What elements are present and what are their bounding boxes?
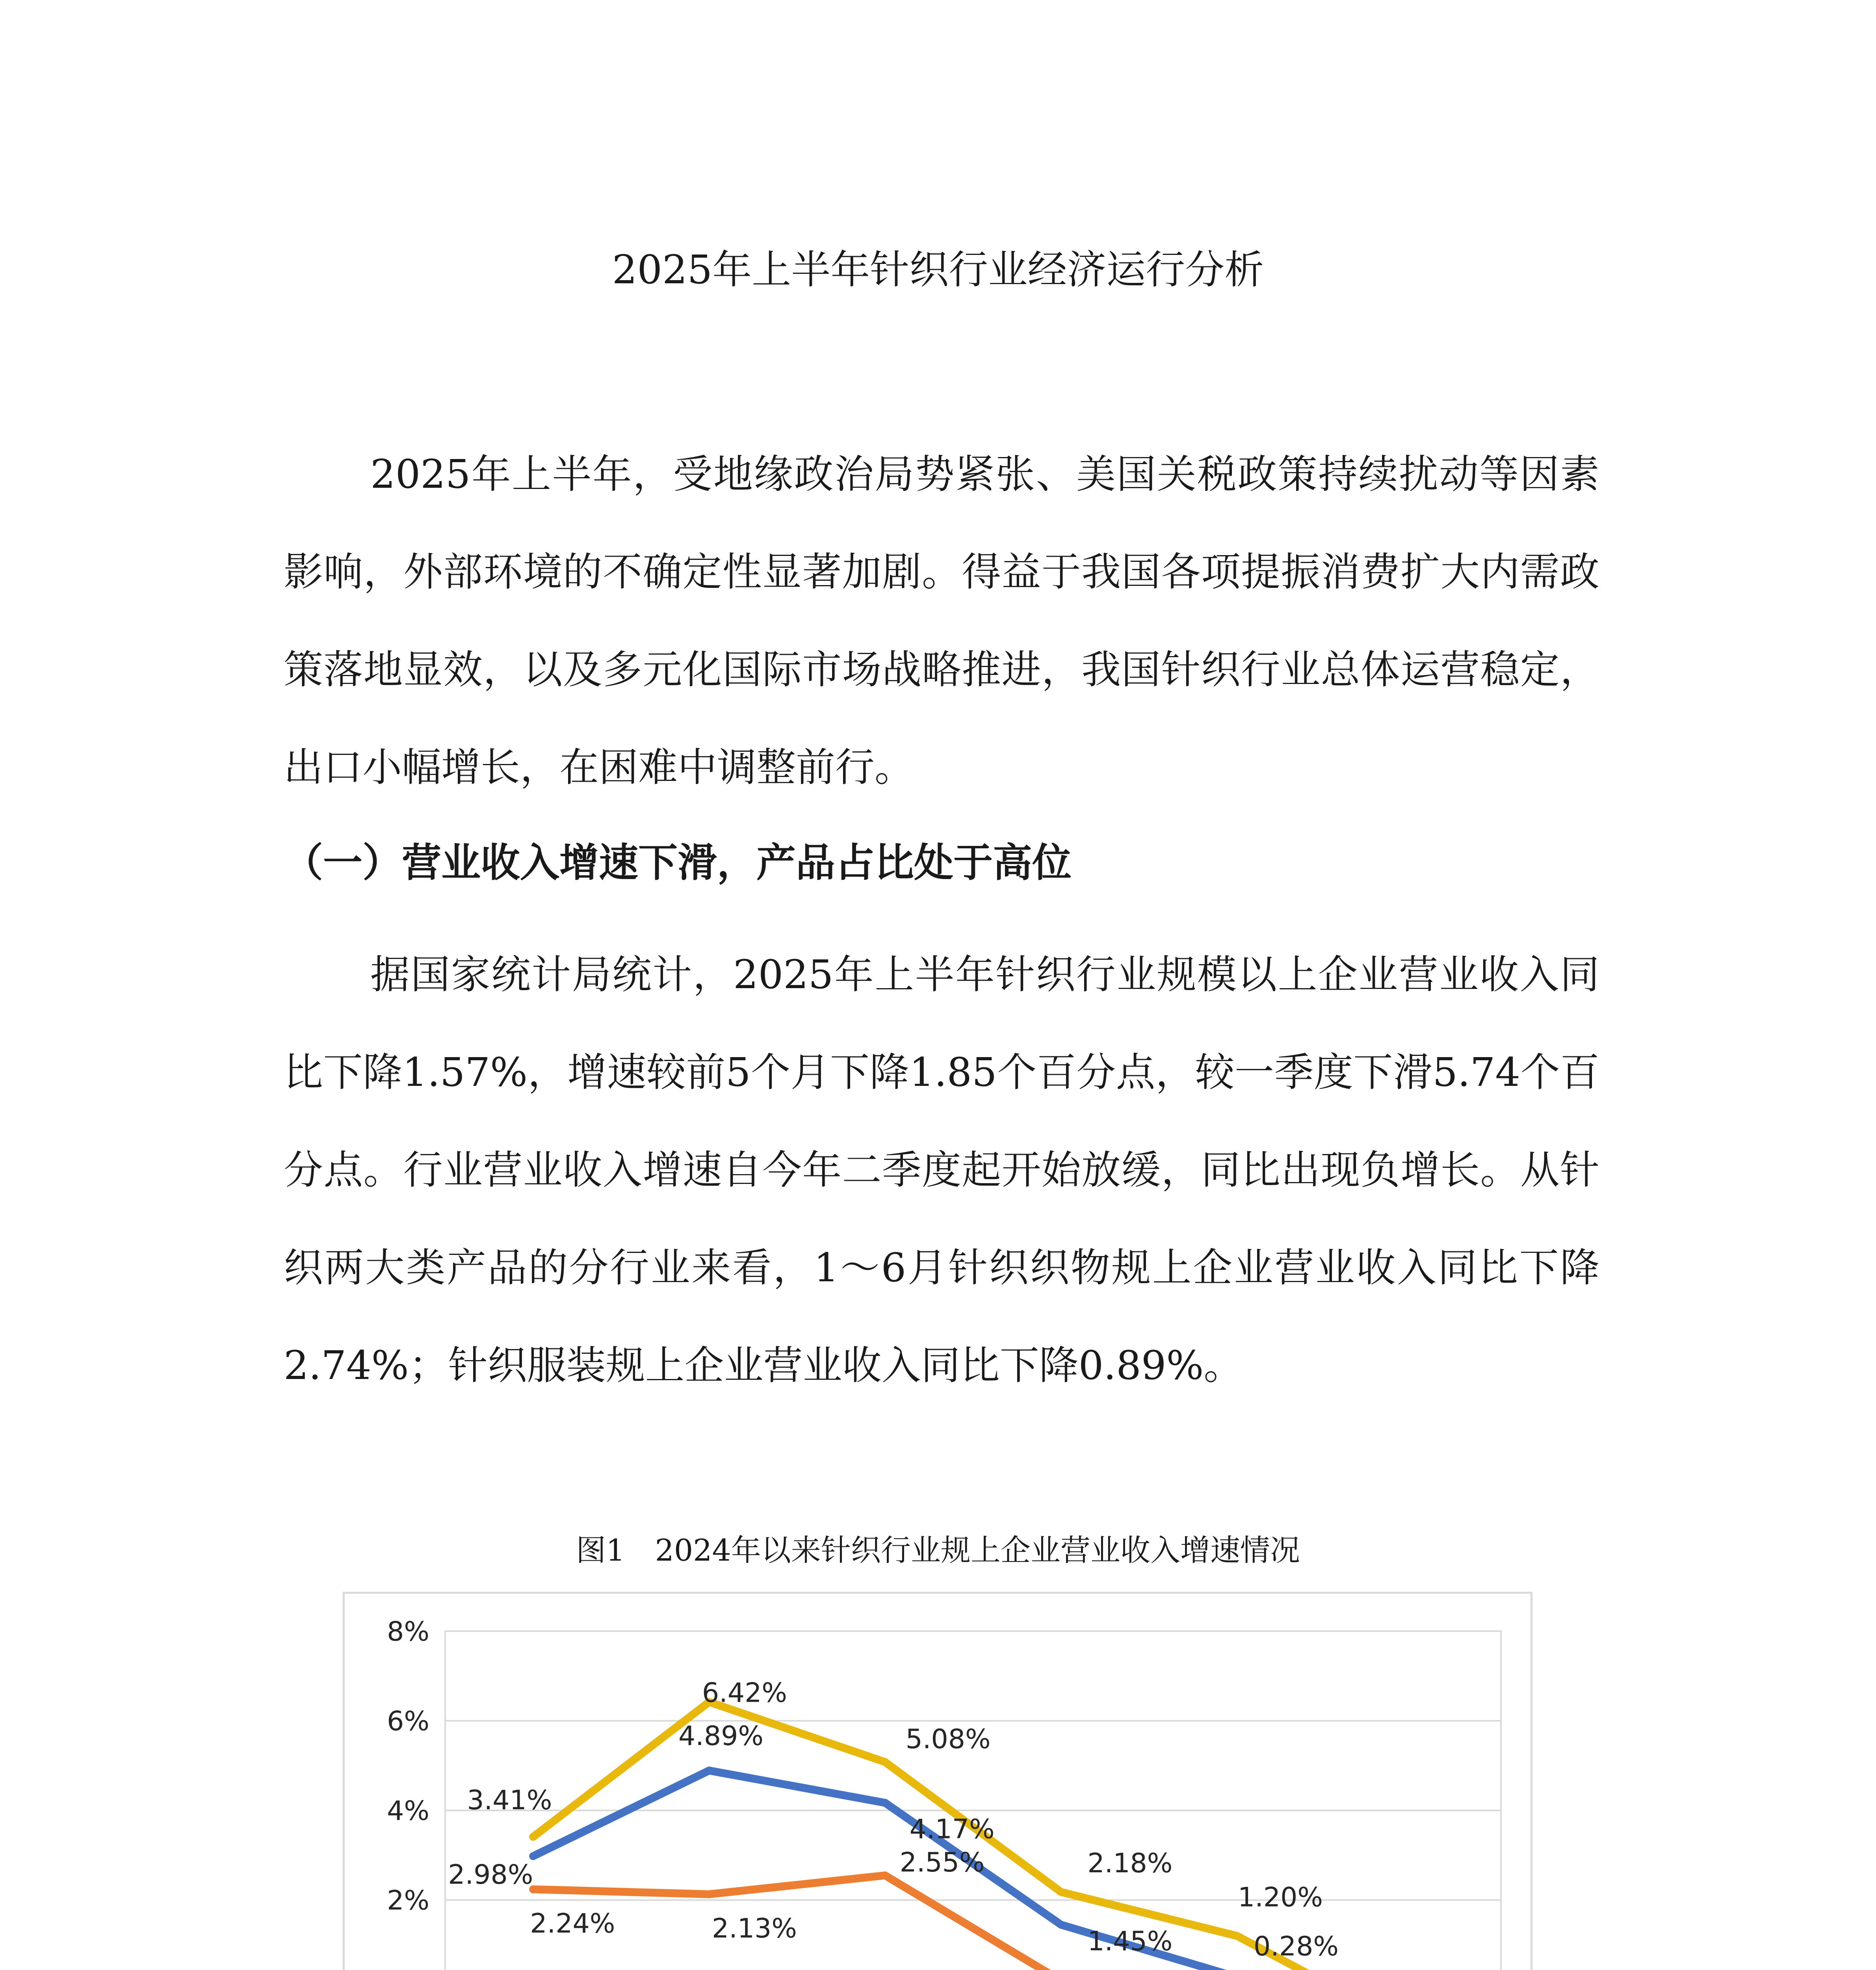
chart-svg [345,1594,1531,1970]
data-label: 2.13% [711,1913,797,1944]
data-label: 5.08% [905,1724,991,1755]
data-point [705,1890,713,1898]
revenue-growth-chart [343,1592,1532,1970]
data-point [529,1852,537,1860]
document-title: 2025年上半年针织行业经济运行分析 [612,247,1264,293]
data-label: 2.55% [899,1847,985,1878]
y-tick-label: 4% [387,1795,429,1827]
data-label: 4.17% [909,1814,995,1845]
data-point [1233,1932,1241,1940]
data-point [881,1872,889,1879]
data-label: 2.24% [530,1908,615,1940]
data-point [1057,1888,1065,1896]
figure-caption: 图1 2024年以来针织行业规上企业营业收入增速情况 [576,1533,1300,1568]
data-point [881,1799,889,1807]
data-label: 2.98% [448,1859,533,1891]
y-tick-label: 6% [387,1706,429,1737]
intro-paragraph: 2025年上半年，受地缘政治局势紧张、美国关税政策持续扰动等因素影响，外部环境的不确定性显著加剧。得益于我国各项提振消费扩大内需政策落地显效，以及多元化国际市场战略推进，我国针织行业总体运营稳定，出口小幅增长，在困难中调整前行。 [284,451,1599,790]
section-heading: （一）营业收入增速下滑，产品占比处于高位 [284,840,1072,886]
data-label: 3.41% [467,1785,552,1816]
data-point [1057,1921,1065,1929]
data-label: 4.89% [678,1720,764,1752]
data-label: 2.18% [1087,1848,1173,1879]
data-point [881,1758,889,1766]
y-tick-label: 2% [387,1885,429,1916]
y-tick-label: 8% [387,1616,429,1647]
revenue-paragraph: 据国家统计局统计，2025年上半年针织行业规模以上企业营业收入同比下降1.57%，增速较前5个月下降1.85个百分点，较一季度下滑5.74个百分点。行业营业收入增速自今年二季度起开始放缓，同比出现负增长。从针织两大类产品的分行业来看，1～6月针织织物规上企业营业收入同比下降2.74%；针织服装规上企业营业收入同比下降0.89%。 [284,952,1599,1388]
data-point [529,1833,537,1841]
data-label: 1.45% [1087,1926,1173,1957]
data-label: 1.20% [1237,1882,1323,1913]
data-label: 0.28% [1253,1931,1339,1963]
data-point [705,1767,713,1775]
data-label: 6.42% [702,1677,788,1709]
